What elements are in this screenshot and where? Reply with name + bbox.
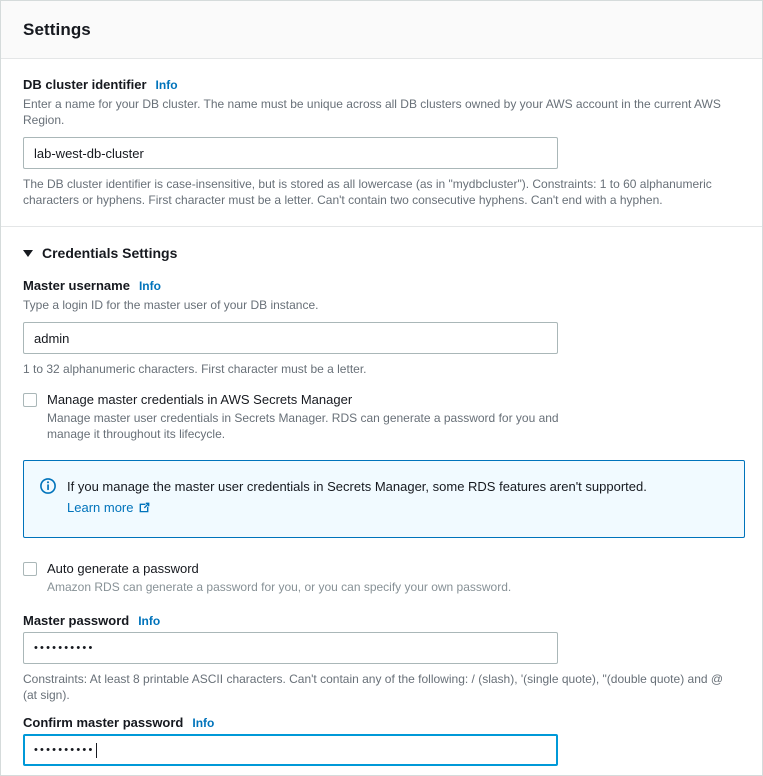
master-username-label-text: Master username	[23, 278, 130, 293]
master-username-helper: Type a login ID for the master user of your DB instance.	[23, 298, 319, 312]
auto-generate-password-checkbox-row[interactable]	[23, 560, 740, 595]
master-username-label	[23, 278, 740, 293]
confirm-master-password-value: ••••••••••	[34, 743, 95, 756]
master-password-info-link[interactable]: Info	[138, 614, 161, 628]
manage-secrets-checkbox[interactable]	[23, 393, 37, 407]
master-password-label	[23, 613, 740, 628]
confirm-master-password-label-text: Confirm master password	[23, 715, 184, 730]
info-circle-icon	[40, 478, 56, 494]
db-cluster-identifier-section	[23, 59, 740, 208]
db-cluster-identifier-label-text: DB cluster identifier	[23, 77, 147, 92]
learn-more-link[interactable]	[67, 500, 151, 515]
db-cluster-identifier-helper: Enter a name for your DB cluster. The name must be unique across all DB clusters owned by your AWS account in the current AWS Region.	[23, 97, 721, 127]
learn-more-label: Learn more	[67, 500, 134, 515]
master-password-label-text: Master password	[23, 613, 130, 628]
manage-secrets-checkbox-description: Manage master user credentials in Secrets Manager. RDS can generate a password for you and manage it throughout its lifecycle.	[47, 411, 559, 441]
confirm-master-password-input[interactable]	[23, 734, 558, 766]
db-cluster-identifier-input[interactable]	[23, 137, 558, 169]
credentials-settings-expander[interactable]	[23, 245, 740, 261]
auto-generate-password-description: Amazon RDS can generate a password for you, or you can specify your own password.	[47, 580, 512, 594]
db-cluster-identifier-label	[23, 77, 740, 92]
text-cursor	[96, 743, 97, 758]
master-username-input[interactable]	[23, 322, 558, 354]
secrets-manager-alert-text: If you manage the master user credentials in Secrets Manager, some RDS features aren't supported.	[67, 479, 647, 494]
master-username-info-link[interactable]: Info	[138, 279, 161, 293]
confirm-master-password-label	[23, 715, 740, 730]
master-password-field	[23, 613, 740, 703]
db-cluster-identifier-constraint: The DB cluster identifier is case-insensitive, but is stored as all lowercase (as in "mydbcluster"). Constraints: 1 to 60 alphanumeric characters or hyphens. First character must be a letter. Can't contain two consecutive hyphens. Can't end with a hyphen.	[23, 177, 712, 207]
master-username-constraint: 1 to 32 alphanumeric characters. First character must be a letter.	[23, 362, 367, 376]
caret-down-icon	[23, 250, 33, 257]
page-title: Settings	[23, 19, 91, 39]
auto-generate-password-label[interactable]: Auto generate a password	[47, 561, 199, 576]
master-password-input[interactable]	[23, 632, 558, 664]
master-password-constraint: Constraints: At least 8 printable ASCII characters. Can't contain any of the following: / (slash), '(single quote), "(double quote) and @ (at sign).	[23, 672, 724, 702]
auto-generate-password-checkbox[interactable]	[23, 562, 37, 576]
external-link-icon	[138, 501, 151, 514]
manage-secrets-checkbox-label[interactable]: Manage master credentials in AWS Secrets Manager	[47, 392, 353, 407]
secrets-manager-alert	[23, 460, 745, 538]
db-cluster-identifier-field	[23, 77, 740, 208]
manage-secrets-checkbox-row[interactable]	[23, 391, 740, 442]
confirm-master-password-field	[23, 715, 740, 766]
master-password-value: ••••••••••	[34, 641, 95, 654]
credentials-settings-title: Credentials Settings	[42, 245, 178, 261]
confirm-master-password-info-link[interactable]: Info	[192, 716, 215, 730]
credentials-settings-section	[23, 227, 740, 766]
master-username-field	[23, 278, 740, 377]
panel-header	[1, 1, 762, 59]
panel-body	[1, 59, 762, 766]
db-cluster-identifier-info-link[interactable]: Info	[155, 78, 178, 92]
